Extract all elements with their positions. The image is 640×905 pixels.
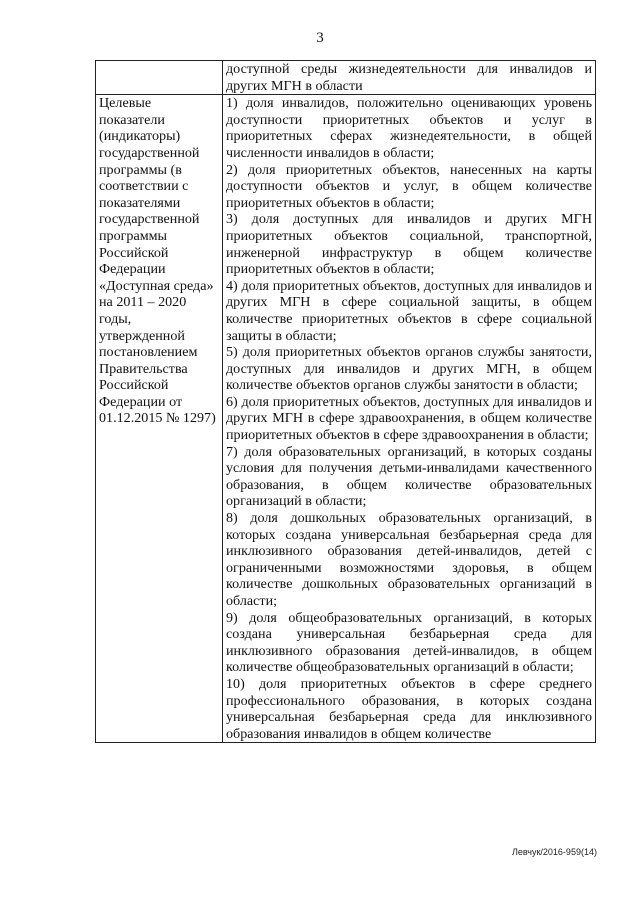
empty-left-cell bbox=[96, 61, 223, 95]
indicator-item-9: 9) доля общеобразовательных организаций, в которых создана универсальная безбарьерная среда для инклюзивного образования детей-инвалидов, в общем количестве общеобразовательных организаций в области; bbox=[226, 609, 592, 676]
indicator-item-5: 5) доля приоритетных объектов органов службы занятости, доступных для инвалидов и других МГН, в общем количестве объектов органов службы занятости в области; bbox=[226, 344, 592, 394]
program-passport-table bbox=[95, 60, 596, 743]
indicator-item-3: 3) доля доступных для инвалидов и других МГН приоритетных объектов социальной, транспортной, инженерной инфраструктур в общем количестве приоритетных объектов в области; bbox=[226, 211, 592, 278]
indicator-item-6: 6) доля приоритетных объектов, доступных для инвалидов и других МГН в сфере здравоохранения, в общем количестве приоритетных объектов в сфере здравоохранения в области; bbox=[226, 393, 592, 444]
indicators-heading-cell: Целевые показатели (индикаторы) государственной программы (в соответствии с показателями государственной программы Российской Федерации «Доступная среда» на 2011 – 2020 годы, утвержденной постановлением Правительства Российской Федерации от 01.12.2015 № 1297) bbox=[96, 95, 223, 743]
indicator-item-1: 1) доля инвалидов, положительно оценивающих уровень доступности приоритетных объектов и услуг в приоритетных сферах жизнедеятельности, в общей численности инвалидов в области; bbox=[226, 95, 592, 161]
indicator-item-7: 7) доля образовательных организаций, в которых созданы условия для получения детьми-инвалидами качественного образования, в общем количестве образовательных организаций в области; bbox=[226, 443, 592, 510]
page-number: 3 bbox=[316, 30, 324, 46]
indicator-item-4: 4) доля приоритетных объектов, доступных для инвалидов и других МГН в сфере социальной защиты, в общем количестве приоритетных объектов в сфере социальной защиты в области; bbox=[226, 277, 592, 344]
indicator-item-2: 2) доля приоритетных объектов, нанесенных на карты доступности объектов и услуг, в общем количестве приоритетных объектов в области; bbox=[226, 161, 592, 211]
indicator-item-8: 8) доля дошкольных образовательных организаций, в которых создана универсальная безбарьерная среда для инклюзивного образования детей-инвалидов, детей с ограниченными возможностями здоровья, в общем количестве дошкольных образовательных организаций в области; bbox=[226, 510, 592, 609]
continuation-cell: доступной среды жизнедеятельности для инвалидов и других МГН в области bbox=[223, 61, 596, 95]
indicators-list-cell bbox=[223, 95, 596, 743]
table-row-continuation bbox=[96, 61, 596, 95]
table-row-indicators bbox=[96, 95, 596, 743]
indicator-item-10: 10) доля приоритетных объектов в сфере среднего профессионального образования, в которых создана универсальная безбарьерная среда для инклюзивного образования инвалидов в общем количестве bbox=[226, 675, 592, 742]
document-footer-code: Левчук/2016-959(14) bbox=[512, 847, 597, 857]
